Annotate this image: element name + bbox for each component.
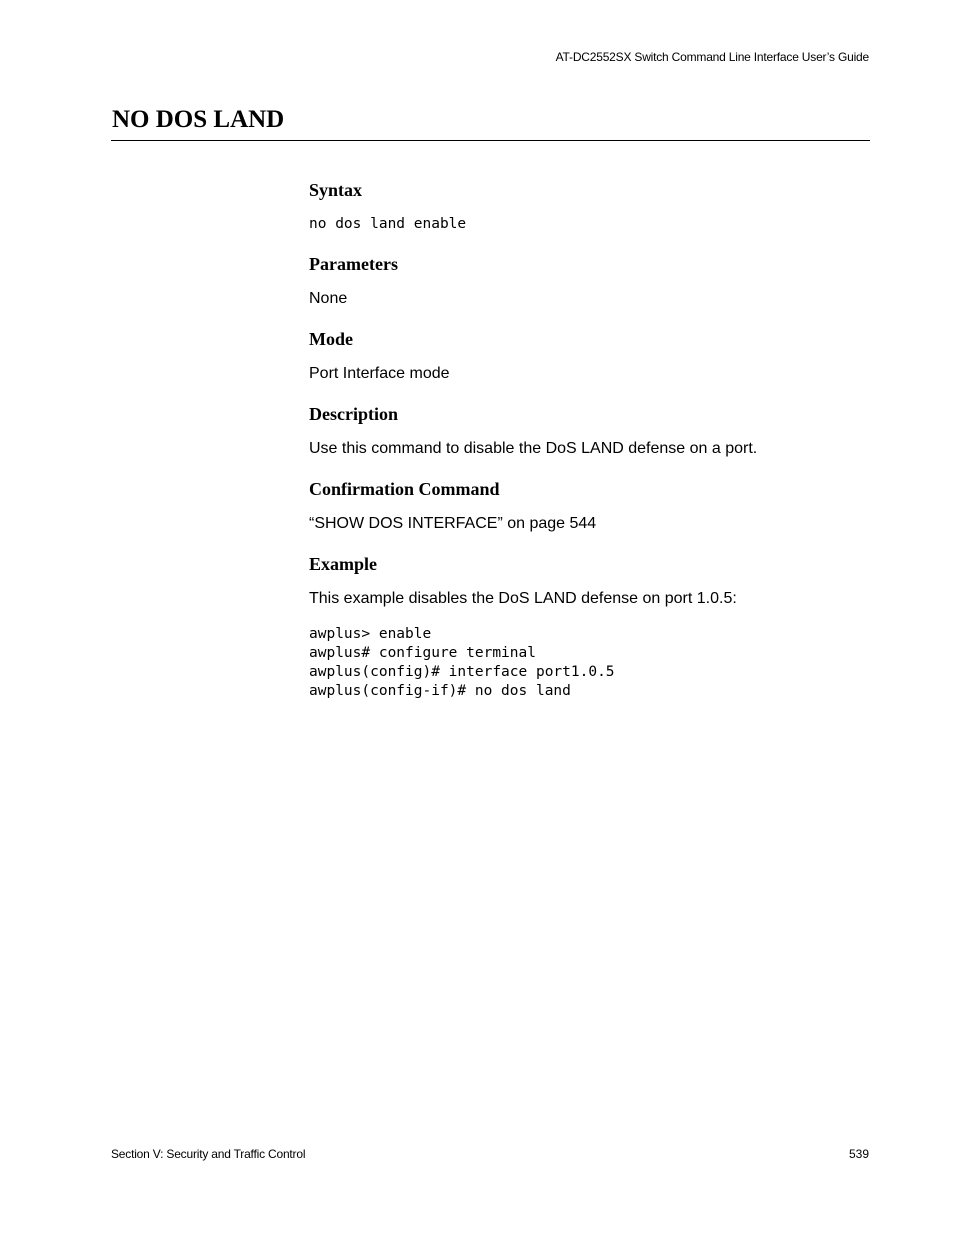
- running-header: AT-DC2552SX Switch Command Line Interface User’s Guide: [555, 50, 869, 64]
- mode-text: Port Interface mode: [309, 365, 450, 382]
- confirmation-heading: Confirmation Command: [309, 479, 500, 499]
- command-content: [309, 179, 869, 701]
- parameters-text: None: [309, 290, 348, 307]
- example-heading: Example: [309, 554, 378, 574]
- code-line: awplus> enable: [309, 626, 432, 642]
- page-title: NO DOS LAND: [112, 106, 285, 133]
- code-line: awplus(config-if)# no dos land: [309, 683, 571, 699]
- footer-page-number: 539: [848, 1147, 869, 1161]
- code-line: awplus# configure terminal: [309, 645, 536, 661]
- parameters-heading: Parameters: [309, 254, 398, 274]
- footer-section-label: Section V: Security and Traffic Control: [111, 1147, 306, 1161]
- example-code-block: [309, 625, 869, 701]
- syntax-code: no dos land enable: [309, 216, 467, 232]
- example-text: This example disables the DoS LAND defense on port 1.0.5:: [309, 590, 737, 607]
- title-rule: [111, 140, 870, 141]
- description-text: Use this command to disable the DoS LAND defense on a port.: [309, 440, 758, 457]
- code-line: awplus(config)# interface port1.0.5: [309, 664, 615, 680]
- mode-heading: Mode: [309, 329, 353, 349]
- syntax-heading: Syntax: [309, 180, 363, 200]
- description-heading: Description: [309, 404, 398, 424]
- confirmation-link[interactable]: “SHOW DOS INTERFACE” on page 544: [309, 515, 597, 532]
